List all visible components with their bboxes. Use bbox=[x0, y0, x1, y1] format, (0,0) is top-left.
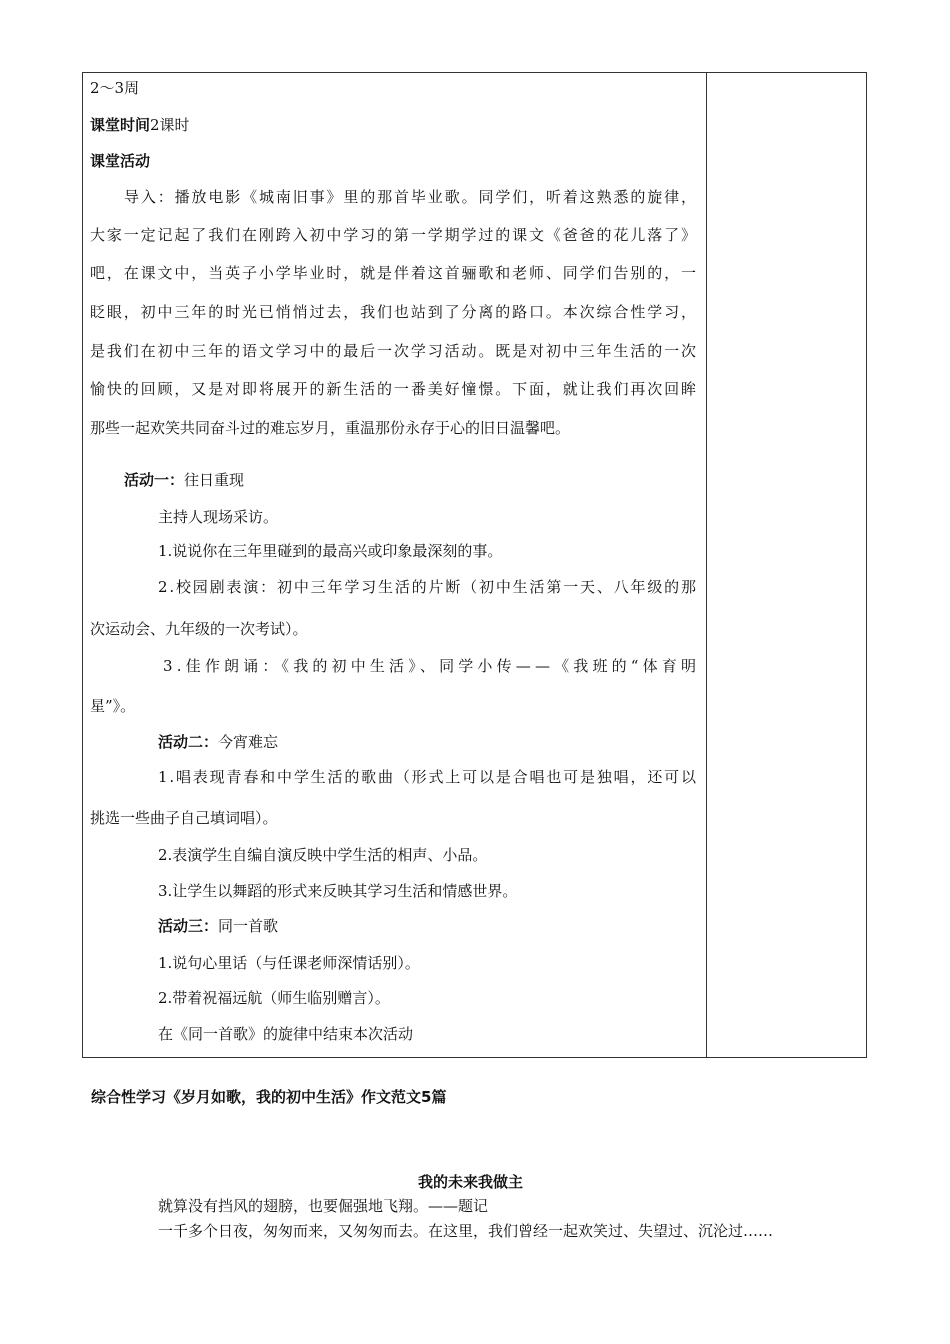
intro-line-text: 吧，在课文中，当英子小学毕业时，就是伴着这首骊歌和老师、同学们告别的，一 bbox=[90, 264, 698, 282]
activities-heading: 课堂活动 bbox=[90, 152, 151, 170]
intro-line bbox=[90, 380, 696, 398]
activity2-title: 今宵难忘 bbox=[218, 733, 279, 751]
activity3-title: 同一首歌 bbox=[218, 917, 279, 935]
intro-line bbox=[90, 264, 696, 282]
activity3-heading bbox=[158, 917, 278, 935]
intro-line-text: 大家一定记起了我们在刚跨入初中学习的第一学期学过的课文《爸爸的花儿落了》 bbox=[90, 226, 698, 244]
class-time-label: 课堂时间 bbox=[90, 116, 151, 134]
activity1-title: 往日重现 bbox=[184, 471, 245, 489]
activity1-item-3-line-1 bbox=[163, 657, 701, 675]
essay-section-heading: 综合性学习《岁月如歌，我的初中生活》作文范文5篇 bbox=[91, 1088, 447, 1106]
intro-line-text: 眨眼，初中三年的时光已悄悄过去，我们也站到了分离的路口。本次综合性学习， bbox=[90, 303, 698, 321]
table-column-divider bbox=[706, 73, 707, 1057]
activity1-item-3-text: 3.佳作朗诵：《我的初中生活》、同学小传——《我班的“体育明 bbox=[163, 657, 701, 675]
week-range: 2～3周 bbox=[90, 79, 140, 97]
class-time-row bbox=[90, 116, 190, 134]
intro-line bbox=[90, 303, 696, 321]
essay-epigraph: 就算没有挡风的翅膀，也要倔强地飞翔。——题记 bbox=[158, 1197, 489, 1215]
intro-line bbox=[90, 342, 696, 360]
essay-title: 我的未来我做主 bbox=[418, 1173, 524, 1191]
intro-line-text: 是我们在初中三年的语文学习中的最后一次学习活动。既是对初中三年生活的一次 bbox=[90, 342, 698, 360]
activity2-item-2: 2.表演学生自编自演反映中学生活的相声、小品。 bbox=[158, 846, 488, 864]
activity1-item-3-line-2: 星”》。 bbox=[90, 697, 136, 715]
activity2-item-3: 3.让学生以舞蹈的形式来反映其学习生活和情感世界。 bbox=[158, 882, 518, 900]
activity1-heading bbox=[124, 471, 244, 489]
activity3-item-2: 2.带着祝福远航（师生临别赠言）。 bbox=[158, 989, 390, 1007]
activity1-item-2-line-2: 次运动会、九年级的一次考试）。 bbox=[90, 620, 308, 638]
intro-line bbox=[90, 419, 570, 437]
intro-line bbox=[90, 226, 696, 244]
activity2-item-1-text: 1.唱表现青春和中学生活的歌曲（形式上可以是合唱也可是独唱，还可以 bbox=[158, 768, 698, 786]
essay-first-line: 一千多个日夜，匆匆而来，又匆匆而去。在这里，我们曾经一起欢笑过、失望过、沉沦过…… bbox=[158, 1222, 774, 1240]
activity2-heading bbox=[158, 733, 278, 751]
activity2-label: 活动二： bbox=[158, 733, 219, 751]
activity3-label: 活动三： bbox=[158, 917, 219, 935]
activity1-host: 主持人现场采访。 bbox=[158, 508, 279, 526]
lesson-plan-table bbox=[82, 72, 867, 1058]
activity1-item-2-text: 2.校园剧表演：初中三年学习生活的片断（初中生活第一天、八年级的那 bbox=[158, 578, 698, 596]
activity2-item-1-line-2: 挑选一些曲子自己填词唱）。 bbox=[90, 809, 278, 827]
intro-line bbox=[124, 188, 696, 206]
activity3-closing: 在《同一首歌》的旋律中结束本次活动 bbox=[158, 1025, 414, 1043]
class-time-value: 2课时 bbox=[150, 116, 190, 134]
intro-line-text: 导入：播放电影《城南旧事》里的那首毕业歌。同学们，听着这熟悉的旋律， bbox=[124, 188, 698, 206]
activity1-label: 活动一： bbox=[124, 471, 185, 489]
intro-line-text: 愉快的回顾，又是对即将展开的新生活的一番美好憧憬。下面，就让我们再次回眸 bbox=[90, 380, 698, 398]
activity1-item-1: 1.说说你在三年里碰到的最高兴或印象最深刻的事。 bbox=[158, 542, 503, 560]
activity2-item-1-line-1 bbox=[158, 768, 696, 786]
intro-line-text: 那些一起欢笑共同奋斗过的难忘岁月，重温那份永存于心的旧日温馨吧。 bbox=[90, 419, 571, 437]
activity1-item-2-line-1 bbox=[158, 578, 696, 596]
activity3-item-1: 1.说句心里话（与任课老师深情话别）。 bbox=[158, 954, 420, 972]
